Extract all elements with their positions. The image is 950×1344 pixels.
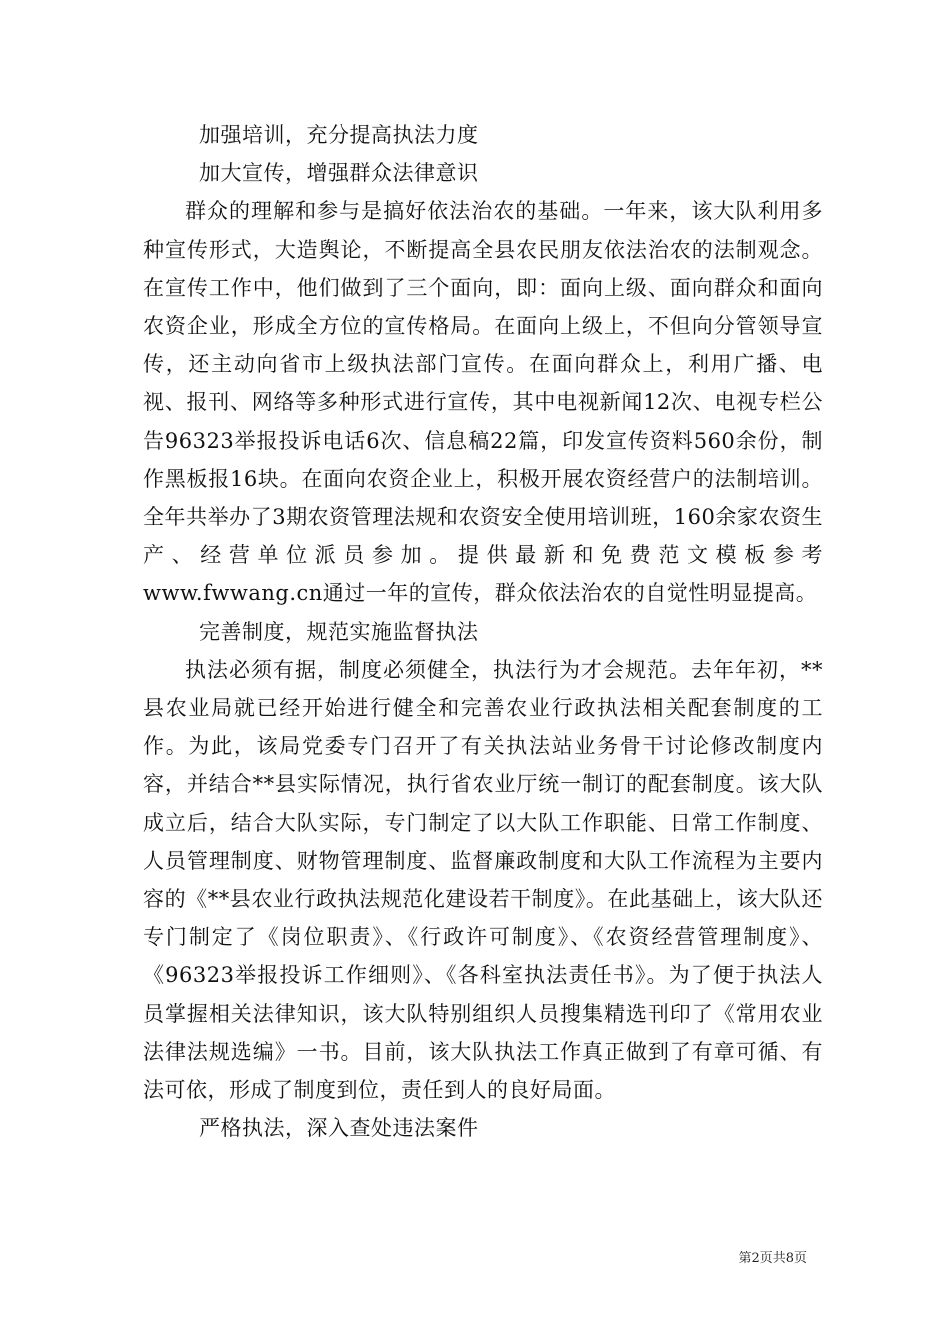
paragraph-system: 执法必须有据，制度必须健全，执法行为才会规范。去年年初，**县农业局就已经开始进行健全和完善农业行政执法相关配套制度的工作。为此，该局党委专门召开了有关执法站业务骨干讨论修改制度内容，并结合**县实际情况，执行省农业厅统一制订的配套制度。该大队成立后，结合大队实际，专门制定了以大队工作职能、日常工作制度、人员管理制度、财物管理制度、监督廉政制度和大队工作流程为主要内容的《**县农业行政执法规范化建设若干制度》。在此基础上，该大队还专门制定了《岗位职责》、《行政许可制度》、《农资经营管理制度》、《96323举报投诉工作细则》、《各科室执法责任书》。为了便于执法人员掌握相关法律知识，该大队特别组织人员搜集精选刊印了《常用农业法律法规选编》一书。目前，该大队执法工作真正做到了有章可循、有法可依，形成了制度到位，责任到人的良好局面。: [143, 657, 823, 1103]
page-number-footer: 第2页共8页: [738, 1251, 807, 1266]
paragraph-publicity: 群众的理解和参与是搞好依法治农的基础。一年来，该大队利用多种宣传形式，大造舆论，不断提高全县农民朋友依法治农的法制观念。在宣传工作中，他们做到了三个面向，即：面向上级、面向群众和面向农资企业，形成全方位的宣传格局。在面向上级上，不但向分管领导宣传，还主动向省市上级执法部门宣传。在面向群众上，利用广播、电视、报刊、网络等多种形式进行宣传，其中电视新闻12次、电视专栏公告96323举报投诉电话6次、信息稿22篇，印发宣传资料560余份，制作黑板报16块。在面向农资企业上，积极开展农资经营户的法制培训。全年共举办了3期农资管理法规和农资安全使用培训班，160余家农资生产、经营单位派员参加。提供最新和免费范文模板参考www.fwwang.cn通过一年的宣传，群众依法治农的自觉性明显提高。: [143, 199, 823, 606]
document-body: [143, 116, 823, 1147]
section-heading-enforcement: 严格执法，深入查处违法案件: [199, 1116, 479, 1141]
section-heading-system: 完善制度，规范实施监督执法: [199, 619, 479, 644]
section-heading-publicity: 加大宣传，增强群众法律意识: [199, 161, 479, 186]
section-heading-training: 加强培训，充分提高执法力度: [199, 123, 479, 147]
